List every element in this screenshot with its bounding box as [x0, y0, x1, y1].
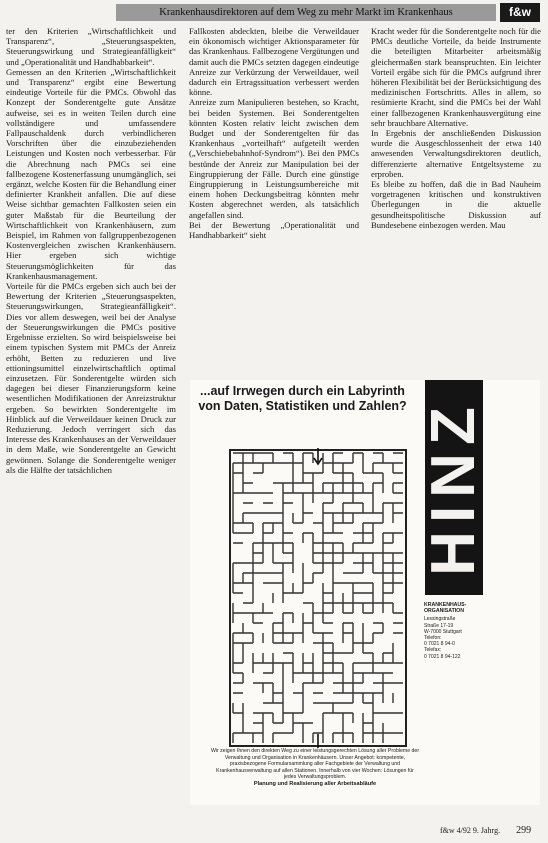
paragraph: Anreize zum Manipulieren bestehen, so Kracht, bei beiden Systemen. Bei Sonderentgelten könnten Kosten relativ leicht zwischen dem Budget und der Sonderentgelten für das Krankenhaus „vorteilhaft“ aufgeteilt werden („Verschiebebahnhof-Syndrom“). Bei den PMCs bestünde der Anreiz zur Manipulation bei der Eingruppierung der Fälle. Durch eine günstige Eingruppierung in Leistungsumbereiche mit einem hohen Deckungsbeitrag könnten mehr Kosten abgerechnet werden, als tatsächlich angefallen sind. — [189, 97, 359, 220]
publisher-line: Telefax: — [424, 647, 442, 654]
text-column-3 — [371, 26, 541, 366]
ad-caption-emphasis: Planung und Realisierung aller Arbeitsabläufe — [253, 780, 377, 787]
page-footer — [440, 824, 540, 838]
publisher-line: Telefon: — [424, 635, 442, 642]
publisher-line: W-7000 Stuttgart — [424, 628, 462, 635]
paragraph: Bei der Bewertung „Operationalität und Handhabbarkeit“ sieht — [189, 219, 359, 241]
maze-illustration — [228, 448, 408, 748]
journal-logo: f&w — [500, 3, 540, 22]
publisher-info — [424, 602, 494, 660]
ad-caption — [210, 748, 420, 788]
publisher-line: Straße 17-19 — [424, 622, 454, 629]
brand-name: HINZ — [419, 399, 488, 576]
publisher-line: Lessingstraße — [424, 616, 456, 623]
advertisement — [190, 380, 540, 805]
running-title: Krankenhausdirektoren auf dem Weg zu mehr Markt im Krankenhaus — [116, 4, 496, 21]
page-header — [0, 0, 548, 26]
ad-caption-text: Wir zeigen Ihnen den direkten Weg zu einer leistungsgerechten Lösung aller Probleme der Verwaltung und Organisation in Krankenhäusern. Unser Angebot: kompetente, praxisbezogene Formularsammlung aller Fachgebiete der Verwaltung und Krankenhausverwaltung auf allen Stationen. Innerhalb von vier Wochen: Lösungen für jedes Verwaltungsproblem. — [210, 748, 420, 781]
text-column-1 — [6, 26, 176, 816]
paragraph: Gemessen an den Kriterien „Wirtschaftlichkeit und Transparenz“ ergibt eine Bewertung eindeutige Vorteile für die PMCs. Obwohl das Konzept der Sonderentgelte gute Ansätze aufweise, sei es in weiten Teilen durch eine vollständigere und umfassendere Fallpauschaldenk durch verbindlicheren Vorschriften über die einzubeziehenden Leistungen und Kosten noch verbesserbar. Für die Abrechnung nach PMCs sei eine fallbezogene Kostenerfassung unumgänglich, sei ergänzt, welche Kosten für die Behandlung einer definierter Krankheit anfallen. Die auf diese Weise sichtbar gemachten Fallkosten seien ein guter Maßstab für die Beurteilung der Wirtschaftlichkeit von Krankenhäusern, zum Beispiel, im Rahmen von fallgruppenbezogenen Kostenvergleichen zwischen Krankenhäusern. Hier ergeben sich wichtige Steuerungsmöglichkeiten für das Krankenhausmanagement. — [6, 66, 176, 281]
publisher-line: 0 7021 8 94-122 — [424, 653, 461, 660]
text-column-2 — [189, 26, 359, 366]
ad-headline: ...auf Irrwegen durch ein Labyrinth von Daten, Statistiken und Zahlen? — [198, 384, 407, 413]
maze-walls — [233, 453, 403, 743]
paragraph: Es bleibe zu hoffen, daß die in Bad Nauheim vorgetragenen kritischen und konstruktiven Überlegungen in die aktuelle gesundheitspolitische Diskussion auf Bundesebene einbezogen werden. Mau — [371, 179, 541, 230]
publisher-line: 0 7021 8 94-0 — [424, 641, 455, 648]
paragraph: Vorteile für die PMCs ergeben sich auch bei der Bewertung der Kriterien „Steuerungsaspekten, Steuerungswirkungen, Strategieanfälligkeit“. Dies vor allem deswegen, weil bei der Analyse der Steuerungswirkungen die PMCs positive Ergebnisse erzielten. So wird beispielsweise bei einem typischen System mit PMCs der Anreiz erhöht, Betten zu reduzieren und live ettioningsumittel einzelwirtschaftlich optimal einzusetzen. Für Sonderentgelte würden sich dagegen bei dieser Finanzierungsform keine wesentlichen Modifikationen der Anreizstruktur ergeben. So bewirkten Sonderentgelte im Hinblick auf die Verweildauer keinen Druck zur Reduzierung. Jedoch verringert sich das Interesse des Krankenhauses an der Verweildauer in dem Maße, wie Sonderentgelte an Gewicht gewönnen. Solange die Sonderentgelte weniger als die Hälfte der tatsächlichen — [6, 281, 176, 475]
paragraph: Kracht weder für die Sonderentgelte noch für die PMCs deutliche Vorteile, da beide Instrumente die beteiligten Mitarbeiter arbeitsmäßig gleichermaßen stark beanspruchten. Ein leichter Vorteil ergäbe sich für die PMCs aufgrund ihrer höheren Flexibilität bei der Berücksichtigung des medizinischen Fortschritts. Alles in allem, so resümierte Kracht, sind die PMCs bei der Wahl einer fallbezogenen Krankenhausvergütung eine sehr brauchbare Alternative. — [371, 26, 541, 128]
page-number: 299 — [516, 825, 532, 836]
publisher-name: KRANKENHAUS-ORGANISATION — [424, 602, 467, 615]
issue-label: f&w 4/92 9. Jahrg. — [440, 826, 501, 835]
paragraph: ter den Kriterien „Wirtschaftlichkeit und Transparenz“, „Steuerungsaspekten, Steuerungswirkung und Strategieanfälligkeit“ und „Operationalität und Handhabbarkeit“. — [6, 26, 176, 67]
brand-block — [419, 380, 488, 595]
paragraph: In Ergebnis der anschließenden Diskussion wurde die Ausgeschlossenheit der etwa 140 anwesenden Verwaltungsdirektoren deutlich, differenzierte alternative Entgeltsysteme zu erproben. — [371, 128, 541, 179]
paragraph: Fallkosten abdeckten, bleibe die Verweildauer ein ökonomisch wichtiger Aktionsparameter für das Krankenhaus. Fallbezogene Vergütungen und damit auch die PMCs setzten dagegen eindeutige Anreize zur Verkürzung der Verweildauer, weil dadurch ein Ertragssituation verbessert werden könne. — [189, 26, 359, 98]
